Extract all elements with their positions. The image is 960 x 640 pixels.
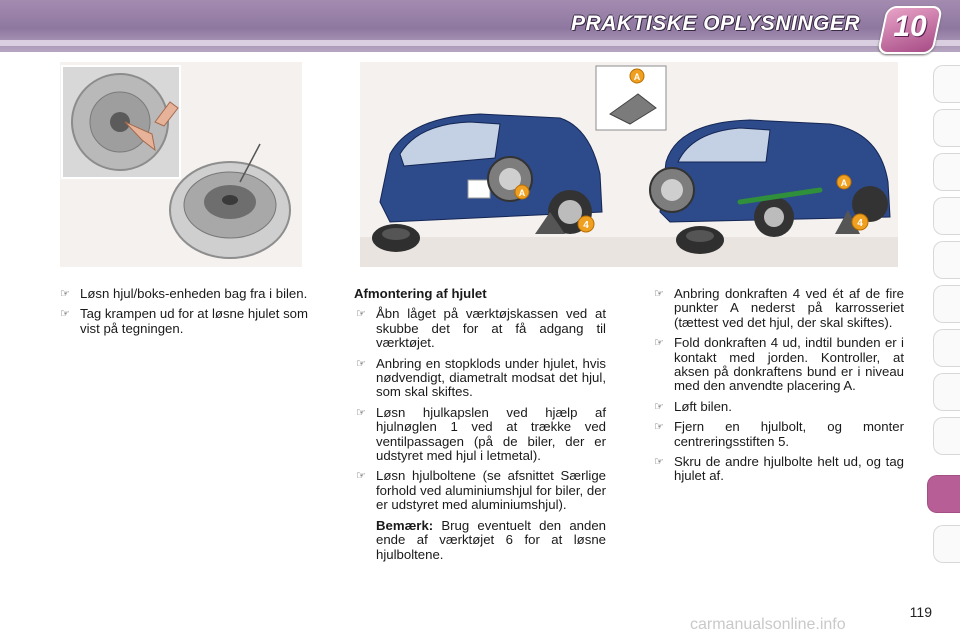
point-a-marker: A <box>518 188 526 198</box>
chapter-tabs <box>928 65 960 575</box>
point-a-marker: A <box>633 72 641 82</box>
note-paragraph <box>354 519 606 562</box>
header-band <box>0 40 960 46</box>
chapter-tab[interactable] <box>933 109 960 147</box>
chapter-tab[interactable] <box>933 241 960 279</box>
section-heading: Afmontering af hjulet <box>354 286 487 301</box>
instruction-item: ☞ Tag krampen ud for at løsne hjulet som vist på tegningen. <box>58 307 308 336</box>
spare-wheel-illustration <box>60 62 302 267</box>
instruction-item: ☞ Løsn hjul/boks-enheden bag fra i bilen. <box>58 287 308 301</box>
watermark: carmanualsonline.info <box>690 616 846 633</box>
chapter-tab[interactable] <box>933 329 960 367</box>
chapter-tab[interactable] <box>933 417 960 455</box>
right-instructions <box>652 287 904 490</box>
wheel-change-illustration <box>360 62 898 267</box>
page-number: 119 <box>909 604 932 620</box>
chapter-tab[interactable] <box>933 65 960 103</box>
instruction-item: ☞ Fjern en hjulbolt, og monter centreringsstiften 5. <box>652 420 904 449</box>
instruction-item: ☞ Fold donkraften 4 ud, indtil bunden er i kontakt med jorden. Kontroller, at aksen på donkraftens bund er i niveau med den anvendte placering A. <box>652 336 904 394</box>
jack-marker: 4 <box>857 218 863 229</box>
chapter-tab[interactable] <box>933 525 960 563</box>
chapter-tab[interactable] <box>933 285 960 323</box>
note-label: Bemærk: <box>376 517 434 533</box>
chapter-tab[interactable] <box>933 197 960 235</box>
chapter-tab-active[interactable] <box>927 475 960 513</box>
instruction-item: ☞ Åbn låget på værktøjskassen ved at skubbe det for at få adgang til værktøjet. <box>354 307 606 350</box>
chapter-number: 10 <box>893 10 927 43</box>
point-a-marker: A <box>840 178 848 188</box>
instruction-item: ☞ Anbring donkraften 4 ved ét af de fire punkter A nederst på karrosseriet (tættest ved det hjul, der skal skiftes). <box>652 287 904 330</box>
left-instructions <box>58 287 308 342</box>
instruction-item: ☞ Løsn hjulkapslen ved hjælp af hjulnøglen 1 ved at trække ved ventilpassagen (på de biler, der er udstyret med hjul i letmetal). <box>354 406 606 464</box>
middle-instructions <box>354 287 606 568</box>
instruction-item: ☞ Skru de andre hjulbolte helt ud, og tag hjulet af. <box>652 455 904 484</box>
jack-marker: 4 <box>583 220 589 231</box>
instruction-item: ☞ Løft bilen. <box>652 400 904 414</box>
chapter-title: PRAKTISKE OPLYSNINGER <box>571 12 860 35</box>
chapter-tab[interactable] <box>933 373 960 411</box>
note-text: Brug eventuelt den anden ende af værktøjet 6 for at løsne hjulboltene. <box>376 517 606 562</box>
instruction-item: ☞ Anbring en stopklods under hjulet, hvis nødvendigt, diametralt modsat det hjul, som skal skiftes. <box>354 357 606 400</box>
chapter-tab[interactable] <box>933 153 960 191</box>
instruction-item: ☞ Løsn hjulboltene (se afsnittet Særlige forhold ved aluminiumshjul for biler, der er udstyret med aluminiumshjul). <box>354 469 606 512</box>
